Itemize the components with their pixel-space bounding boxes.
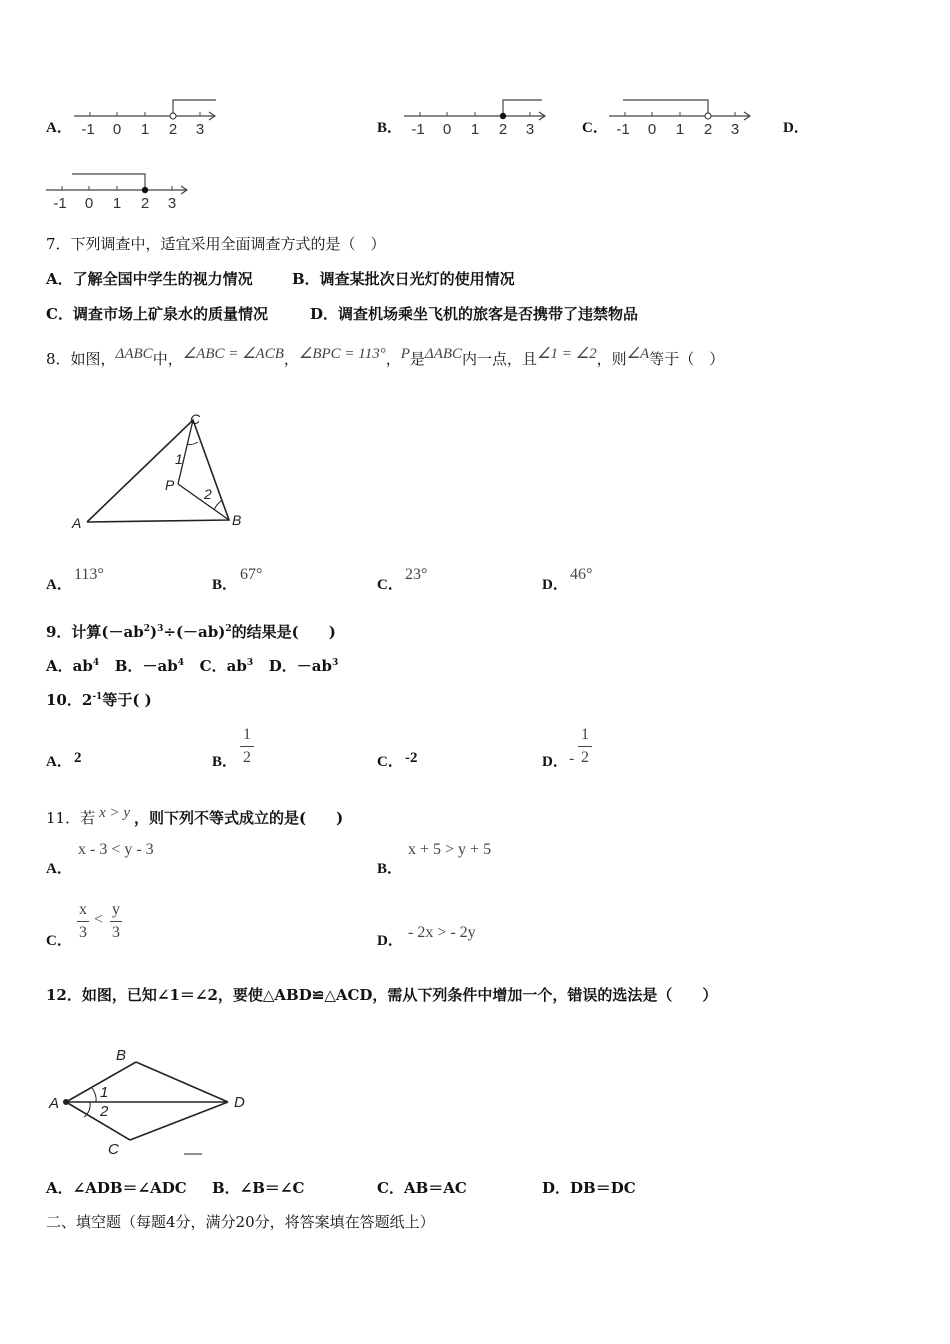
q8-option-a-value: 113° bbox=[74, 566, 104, 583]
q9-option-value: ab bbox=[226, 657, 247, 675]
tick-label: -1 bbox=[53, 195, 67, 212]
tick-label: 3 bbox=[730, 121, 740, 138]
q7-option-d: D．调查机场乘坐飞机的旅客是否携带了违禁物品 bbox=[310, 305, 639, 323]
fraction-denominator: 2 bbox=[243, 749, 251, 766]
q10-option-c-label: C． bbox=[377, 754, 403, 770]
tick-label: -1 bbox=[616, 121, 630, 138]
q10-option-b-fraction bbox=[240, 726, 254, 767]
tick-label: -1 bbox=[81, 121, 95, 138]
tick-label: 1 bbox=[675, 121, 685, 138]
q12-option-label: C． bbox=[377, 1179, 404, 1197]
q12-option-value: ∠B＝∠C bbox=[239, 1179, 305, 1197]
q9-sup: 2 bbox=[143, 624, 151, 634]
q10-option-b-label: B． bbox=[212, 754, 238, 770]
q12-fig-label-a: A bbox=[49, 1095, 60, 1112]
fraction-numerator: 1 bbox=[581, 726, 589, 743]
q11-option-c-fraction-left bbox=[77, 901, 89, 942]
tick-label: 2 bbox=[703, 121, 713, 138]
q6-option-a-number-line bbox=[70, 96, 230, 140]
q7-option-a: A．了解全国中学生的视力情况 bbox=[46, 270, 253, 288]
q12-option-b bbox=[212, 1178, 304, 1198]
q8-stem-text: ，则 bbox=[596, 350, 627, 368]
q9-option-value: －ab bbox=[142, 657, 178, 675]
tick-label: 0 bbox=[442, 121, 452, 138]
q6-option-d-label: D． bbox=[783, 120, 809, 136]
q8-fig-label-1: 1 bbox=[175, 451, 183, 467]
q10-option-d-fraction bbox=[578, 726, 592, 767]
q12-option-label: D． bbox=[542, 1179, 571, 1197]
q8-math-triangle: ΔABC bbox=[115, 346, 153, 362]
q8-stem-text: 等于（ ） bbox=[649, 350, 725, 368]
q8-math-bpc: ∠BPC = 113° bbox=[298, 346, 386, 362]
q12-option-d bbox=[542, 1178, 636, 1198]
q11-stem bbox=[46, 805, 344, 829]
q6-option-c-label: C． bbox=[582, 120, 608, 136]
fraction-numerator: x bbox=[79, 901, 87, 918]
q8-math-p: P bbox=[400, 346, 410, 362]
q10-option-a-value: 2 bbox=[74, 750, 82, 766]
q9-option-exp: 4 bbox=[177, 658, 184, 668]
q9-options bbox=[46, 656, 338, 676]
tick-label: -1 bbox=[411, 121, 425, 138]
q6-option-c-number-line bbox=[605, 96, 765, 140]
q8-fig-label-c: C bbox=[190, 411, 201, 427]
q8-option-c-label: C． bbox=[377, 577, 403, 593]
q6-option-b-label: B． bbox=[377, 120, 403, 136]
q9-option-value: ab bbox=[72, 657, 93, 675]
q8-math-angles: ∠1 = ∠2 bbox=[537, 346, 597, 362]
q12-fig-label-b: B bbox=[116, 1047, 127, 1064]
fraction-numerator: 1 bbox=[243, 726, 251, 743]
q7-option-c: C．调查市场上矿泉水的质量情况 bbox=[46, 305, 268, 323]
q8-math-angle-a: ∠A bbox=[626, 346, 650, 362]
q12-fig-label-d: D bbox=[234, 1094, 245, 1111]
q12-option-value: AB＝AC bbox=[403, 1179, 467, 1197]
fraction-denominator: 2 bbox=[581, 749, 589, 766]
q12-kite-figure bbox=[44, 1040, 264, 1162]
fraction-numerator: y bbox=[112, 901, 120, 918]
tick-label: 0 bbox=[647, 121, 657, 138]
tick-label: 0 bbox=[84, 195, 94, 212]
q11-option-a-expr: x - 3 < y - 3 bbox=[78, 841, 154, 858]
q9-stem bbox=[46, 622, 336, 642]
q9-stem-text: ) bbox=[150, 623, 158, 641]
q9-sup: 3 bbox=[157, 624, 164, 634]
q9-option-exp: 3 bbox=[331, 658, 339, 668]
q8-fig-label-p: P bbox=[165, 477, 175, 493]
q12-stem: 12．如图，已知∠1＝∠2，要使△ABD≌△ACD，需从下列条件中增加一个，错误的选法是（ ） bbox=[46, 986, 718, 1004]
q8-fig-label-b: B bbox=[232, 512, 242, 528]
q12-option-label: B． bbox=[212, 1179, 240, 1197]
q6-option-d-number-line bbox=[42, 170, 202, 214]
section-heading: 二、填空题（每题4分，满分20分，将答案填在答题纸上） bbox=[46, 1213, 435, 1231]
q10-stem-text: 等于( ) bbox=[102, 691, 152, 709]
q6-option-a-label: A． bbox=[46, 120, 72, 136]
q8-stem-text: 内一点，且 bbox=[462, 350, 538, 368]
q10-sup: -1 bbox=[92, 692, 103, 702]
q9-stem-text: ÷(－ab) bbox=[163, 623, 226, 641]
q7-stem: 7．下列调查中，适宜采用全面调查方式的是（ ） bbox=[46, 235, 386, 253]
q7-option-b: B．调查某批次日光灯的使用情况 bbox=[292, 270, 515, 288]
tick-label: 1 bbox=[470, 121, 480, 138]
fraction-denominator: 3 bbox=[112, 924, 120, 941]
q8-option-a-label: A． bbox=[46, 577, 72, 593]
q8-option-b-label: B． bbox=[212, 577, 238, 593]
q11-option-d-label: D． bbox=[377, 933, 403, 949]
q12-fig-label-2: 2 bbox=[100, 1103, 109, 1120]
q8-stem-text: 是 bbox=[409, 350, 425, 368]
q9-option-label: A． bbox=[46, 657, 73, 675]
q6-option-b-number-line bbox=[400, 96, 560, 140]
tick-label: 2 bbox=[498, 121, 508, 138]
tick-label: 3 bbox=[525, 121, 535, 138]
q8-option-c-value: 23° bbox=[405, 566, 428, 583]
q8-stem-text: 中， bbox=[152, 350, 183, 368]
q10-stem bbox=[46, 690, 152, 710]
q8-math-triangle: ΔABC bbox=[424, 346, 463, 362]
q8-fig-label-2: 2 bbox=[204, 486, 212, 502]
q11-option-c-operator: < bbox=[94, 911, 104, 928]
q11-option-d-expr: - 2x > - 2y bbox=[408, 924, 476, 941]
q9-option-exp: 3 bbox=[246, 658, 254, 668]
q10-option-d-sign: - bbox=[569, 750, 575, 767]
q8-option-b-value: 67° bbox=[240, 566, 263, 583]
tick-label: 2 bbox=[140, 195, 150, 212]
q10-stem-text: 10．2 bbox=[46, 691, 93, 709]
q12-option-value: ∠ADB＝∠ADC bbox=[72, 1179, 187, 1197]
q9-stem-text: 的结果是( ) bbox=[231, 623, 336, 641]
tick-label: 1 bbox=[112, 195, 122, 212]
q12-fig-label-c: C bbox=[108, 1141, 119, 1158]
q11-option-b-label: B． bbox=[377, 861, 403, 877]
q12-option-value: DB＝DC bbox=[570, 1179, 636, 1197]
fraction-denominator: 3 bbox=[79, 924, 87, 941]
tick-label: 3 bbox=[195, 121, 205, 138]
q8-triangle-figure bbox=[64, 404, 264, 536]
q11-stem-text: 11．若 bbox=[46, 809, 96, 827]
tick-label: 1 bbox=[140, 121, 150, 138]
q11-condition: x > y bbox=[99, 805, 131, 821]
q8-option-d-label: D． bbox=[542, 577, 568, 593]
q8-stem-text: ， bbox=[283, 350, 299, 368]
q10-option-d-label: D． bbox=[542, 754, 568, 770]
q8-fig-label-a: A bbox=[72, 515, 82, 531]
q8-stem-text: ， bbox=[385, 350, 401, 368]
q11-stem-text: ，则下列不等式成立的是( ) bbox=[134, 809, 344, 827]
q9-option-exp: 4 bbox=[92, 658, 100, 668]
q11-option-c-fraction-right bbox=[110, 901, 122, 942]
q8-stem-text: 8．如图， bbox=[46, 350, 116, 368]
q8-math-angle-eq: ∠ABC = ∠ACB bbox=[182, 346, 284, 362]
q9-option-value: －ab bbox=[296, 657, 332, 675]
q8-option-d-value: 46° bbox=[570, 566, 593, 583]
q12-fig-label-1: 1 bbox=[100, 1084, 109, 1101]
q9-option-label: C． bbox=[199, 657, 227, 675]
q10-option-c-value: -2 bbox=[405, 750, 418, 766]
q9-option-label: B． bbox=[114, 657, 143, 675]
tick-label: 3 bbox=[167, 195, 177, 212]
q8-stem bbox=[46, 346, 725, 370]
q9-stem-text: 9．计算(－ab bbox=[46, 623, 144, 641]
q10-option-a-label: A． bbox=[46, 754, 72, 770]
q12-option-label: A． bbox=[46, 1179, 73, 1197]
tick-label: 0 bbox=[112, 121, 122, 138]
q12-option-a bbox=[46, 1178, 187, 1198]
q9-option-label: D． bbox=[268, 657, 297, 675]
q11-option-b-expr: x + 5 > y + 5 bbox=[408, 841, 492, 858]
q12-option-c bbox=[377, 1178, 467, 1198]
tick-label: 2 bbox=[168, 121, 178, 138]
q9-sup: 2 bbox=[225, 624, 232, 634]
q11-option-c-label: C． bbox=[46, 933, 72, 949]
q11-option-a-label: A． bbox=[46, 861, 72, 877]
